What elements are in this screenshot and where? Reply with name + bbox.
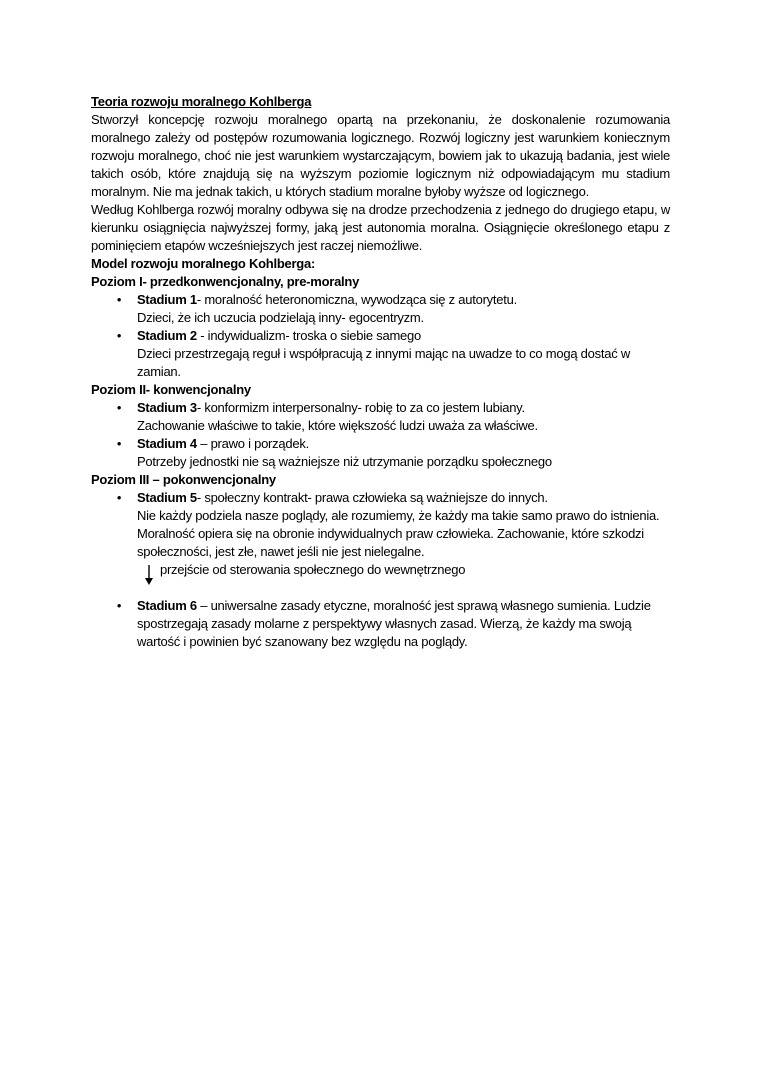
list-item [91, 291, 670, 327]
level-1-heading: Poziom I- przedkonwencjonalny, pre-moralny [91, 274, 360, 289]
stage-2-text: - indywidualizm- troska o siebie samego [196, 328, 421, 343]
intro-paragraph-1: Stworzył koncepcję rozwoju moralnego opartą na przekonaniu, że doskonalenie rozumowania moralnego zależy od postępów rozumowania logicznego. Rozwój logiczny jest warunkiem koniecznym rozwoju moralnego, choć nie jest warunkiem wystarczającym, bowiem jak to ukazują badania, jest wiele takich osób, które znajdują się na wyższym poziomie logicznym niż odpowiadającym mu stadium moralnym. Nie ma jednak takich, u których stadium moralne byłoby wyższe od logicznego. [91, 112, 670, 199]
stage-5-label: Stadium 5 [137, 490, 197, 505]
document-page [91, 93, 670, 651]
level-3-heading: Poziom III – pokonwencjonalny [91, 472, 276, 487]
stage-1-label: Stadium 1 [137, 292, 197, 307]
stage-5-line [137, 490, 548, 505]
level-3-final-stage-list [91, 597, 670, 651]
level-3-stage-list [91, 489, 670, 561]
stage-6-line [137, 598, 651, 649]
level-1-stage-list [91, 291, 670, 381]
list-item [91, 597, 670, 651]
bullet-icon: • [116, 598, 122, 613]
stage-3-line [137, 400, 525, 415]
bullet-icon: • [116, 328, 122, 343]
stage-4-text: – prawo i porządek. [196, 436, 309, 451]
transition-text: przejście od sterowania społecznego do wewnętrznego [160, 562, 466, 577]
stage-5-description: Nie każdy podziela nasze poglądy, ale rozumiemy, że każdy ma takie samo prawo do istnienia. Moralność opiera się na obronie indywidualnych praw człowieka. Zachowanie, które szkodzi społeczności, jest złe, nawet jeśli nie jest nielegalne. [137, 508, 660, 559]
stage-1-description: Dzieci, że ich uczucia podzielają inny- egocentryzm. [137, 310, 424, 325]
list-item [91, 399, 670, 435]
bullet-icon: • [116, 400, 122, 415]
stage-1-line [137, 292, 517, 307]
intro-paragraph-2: Według Kohlberga rozwój moralny odbywa się na drodze przechodzenia z jednego do drugiego etapu, w kierunku osiągnięcia najwyższej formy, jaką jest autonomia moralna. Osiągnięcie określonego etapu z pominięciem etapów wcześniejszych jest raczej niemożliwe. [91, 202, 670, 253]
stage-3-description: Zachowanie właściwe to takie, które większość ludzi uważa za właściwe. [137, 418, 538, 433]
transition-note [91, 561, 670, 597]
model-heading: Model rozwoju moralnego Kohlberga: [91, 256, 316, 271]
stage-3-text: - konformizm interpersonalny- robię to za co jestem lubiany. [196, 400, 525, 415]
stage-1-text: - moralność heteronomiczna, wywodząca się z autorytetu. [196, 292, 517, 307]
document-title: Teoria rozwoju moralnego Kohlberga [91, 94, 312, 109]
stage-3-label: Stadium 3 [137, 400, 197, 415]
stage-4-description: Potrzeby jednostki nie są ważniejsze niż utrzymanie porządku społecznego [137, 454, 552, 469]
bullet-icon: • [116, 490, 122, 505]
stage-2-description: Dzieci przestrzegają reguł i współpracują z innymi mając na uwadze to co mogą dostać w zamian. [137, 346, 630, 379]
level-2-heading: Poziom II- konwencjonalny [91, 382, 251, 397]
list-item [91, 489, 670, 561]
arrow-down-icon [143, 565, 155, 585]
stage-6-text: – uniwersalne zasady etyczne, moralność jest sprawą własnego sumienia. Ludzie spostrzegają zasady molarne z perspektywy własnych zasad. Wierzą, że każdy ma swoją wartość i powinien być szanowany bez względu na poglądy. [137, 598, 651, 649]
stage-4-label: Stadium 4 [137, 436, 197, 451]
stage-2-line [137, 328, 421, 343]
bullet-icon: • [116, 436, 122, 451]
stage-4-line [137, 436, 309, 451]
list-item [91, 327, 670, 381]
level-2-stage-list [91, 399, 670, 471]
bullet-icon: • [116, 292, 122, 307]
list-item [91, 435, 670, 471]
stage-2-label: Stadium 2 [137, 328, 197, 343]
stage-5-text: - społeczny kontrakt- prawa człowieka są ważniejsze do innych. [196, 490, 548, 505]
stage-6-label: Stadium 6 [137, 598, 197, 613]
